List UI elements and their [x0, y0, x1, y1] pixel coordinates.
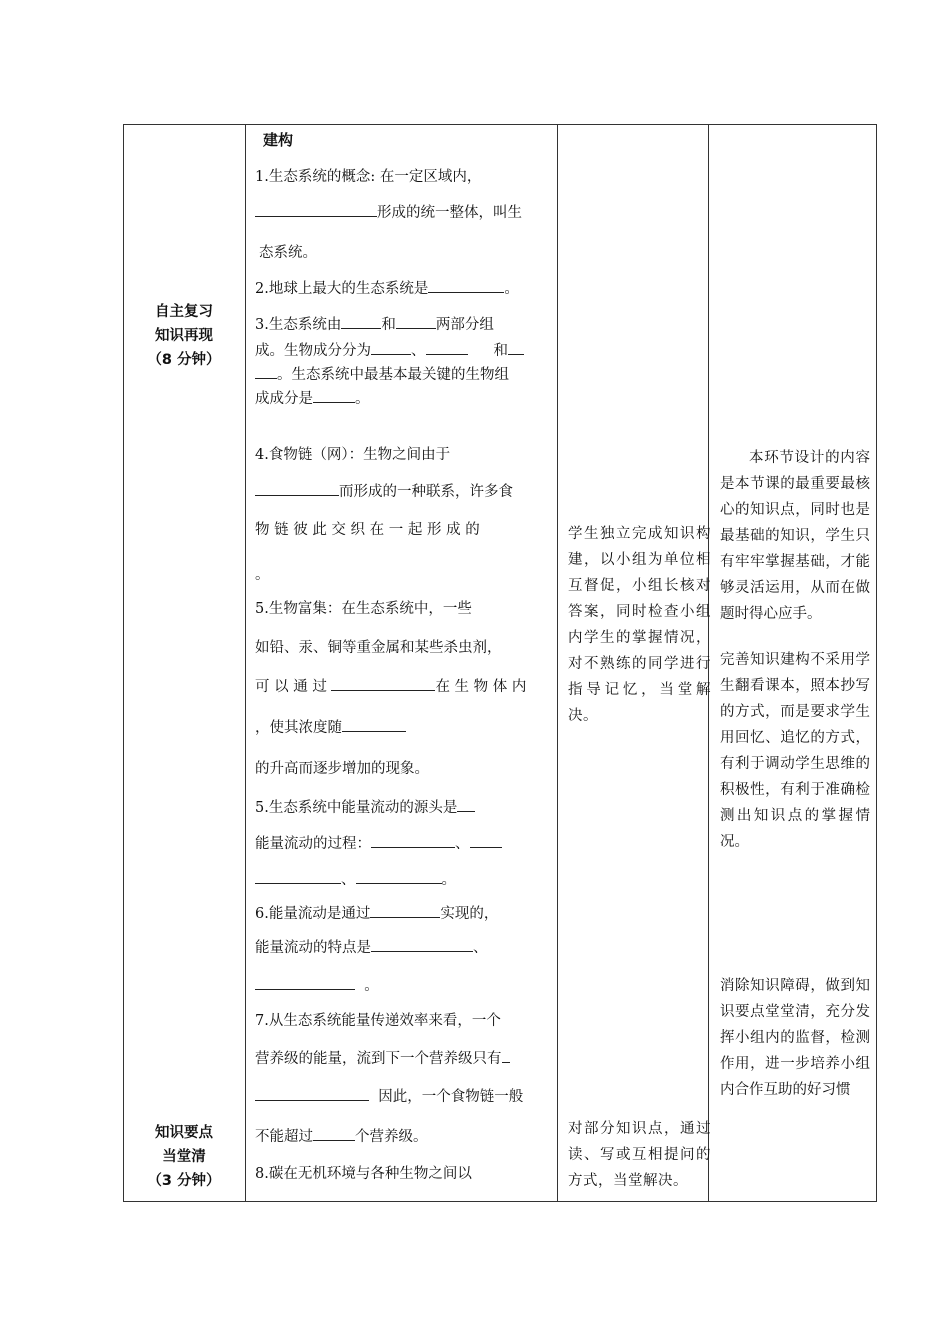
text: 个营养级。: [355, 1129, 428, 1145]
item-7-line3: [255, 974, 379, 995]
item-4: [255, 443, 450, 464]
stage-label-review: [124, 300, 244, 372]
text: 能量流动的过程：: [255, 836, 371, 852]
fill-blank: [342, 717, 406, 732]
item-1-line2: [255, 201, 522, 222]
text: 、: [341, 872, 356, 888]
fill-blank: [370, 903, 440, 918]
item-7-line2: [255, 936, 488, 957]
fill-blank: [255, 202, 377, 217]
fill-blank: [313, 1126, 355, 1141]
text: 2.地球上最大的生态系统是: [255, 281, 429, 297]
text: 。: [364, 978, 379, 994]
fill-blank: [356, 869, 442, 884]
text: 7.从生态系统能量传递效率来看，一个: [255, 1013, 501, 1029]
fill-blank: [457, 797, 475, 812]
item-9: [255, 1162, 472, 1183]
text: 两部分组: [435, 317, 494, 333]
fill-blank: [426, 340, 468, 355]
stage-line: 当堂清: [162, 1149, 206, 1165]
fill-blank: [371, 937, 473, 952]
student-activity-block-2: 对部分知识点，通过读、写或互相提问的方式，当堂解决。: [568, 1121, 711, 1189]
text: 因此，一个食物链一般: [378, 1089, 524, 1105]
text: 可 以 通 过: [255, 679, 327, 695]
item-3-line3: [255, 363, 509, 384]
text: 4.食物链（网）：生物之间由于: [255, 447, 451, 463]
fill-blank: [470, 833, 502, 848]
stage-line: 知识再现: [155, 328, 213, 344]
design-intent-block-3: 消除知识障碍，做到知识要点堂堂清，充分发挥小组内的监督，检测作用，进一步培养小组内合作互助的好习惯: [720, 978, 870, 1098]
text: 6.能量流动是通过: [255, 906, 371, 922]
text: 态系统。: [259, 245, 317, 261]
text: 、: [473, 940, 488, 956]
design-intent-block-2: 完善知识建构不采用学生翻看课本，照本抄写的方式，而是要求学生用回忆、追忆的方式，有利于调动学生思维的积极性，有利于准确检测出知识点的掌握情况。: [720, 652, 870, 850]
student-activity-block-1: 学生独立完成知识构建，以小组为单位相互督促，小组长核对答案，同时检查小组内学生的掌握情况，对不熟练的同学进行指导记忆，当堂解决。: [568, 526, 711, 724]
stage-line: 知识要点: [155, 1125, 213, 1141]
fill-blank: [428, 278, 504, 293]
fill-blank: [508, 340, 524, 355]
text: 。: [504, 281, 519, 297]
item-5: [255, 597, 472, 618]
text: 不能超过: [255, 1129, 313, 1145]
item-8-line4: [255, 1125, 428, 1146]
text: 物 链 彼 此 交 织 在 一 起 形 成 的: [255, 522, 480, 538]
text: 在 生 物 体 内: [435, 679, 527, 695]
text: 和: [381, 317, 396, 333]
fill-blank: [396, 314, 436, 329]
item-5-line3: [255, 675, 526, 696]
item-4-line4: [255, 563, 270, 584]
text: 5.生态系统中能量流动的源头是: [255, 800, 458, 816]
text: 成成分是: [255, 391, 313, 407]
item-1-line3: [259, 241, 317, 262]
item-1: [255, 165, 481, 186]
item-6-line2: [255, 832, 502, 853]
text: 5.生物富集：在生态系统中，一些: [255, 601, 472, 617]
content-title: 建构: [263, 131, 294, 149]
item-5-line5: [255, 757, 429, 778]
stage-line: 自主复习: [155, 304, 213, 320]
stage-line: （3 分钟）: [147, 1173, 221, 1189]
item-3: [255, 313, 494, 334]
item-2: [255, 277, 519, 298]
text: 。: [255, 567, 270, 583]
item-3-line2: [255, 339, 524, 360]
item-3-line4: [255, 387, 370, 408]
text: 、: [411, 343, 426, 359]
lesson-plan-table: [123, 124, 877, 1202]
text: 和: [493, 343, 508, 359]
item-5-line2: [255, 636, 502, 657]
item-4-line3: [255, 518, 480, 539]
text: 。: [355, 391, 370, 407]
text: ，使其浓度随: [255, 720, 342, 736]
item-8: [255, 1009, 501, 1030]
text: 如铅、汞、铜等重金属和某些杀虫剂，: [255, 640, 502, 656]
text: 。: [441, 872, 456, 888]
column-divider: [557, 125, 558, 1201]
text: 成。生物成分分为: [255, 343, 371, 359]
text: 3.生态系统由: [255, 317, 342, 333]
text: 而形成的一种联系，许多食: [339, 484, 513, 500]
text: 8.碳在无机环境与各种生物之间以: [255, 1166, 472, 1182]
item-7: [255, 902, 498, 923]
text: 营养级的能量，流到下一个营养级只有: [255, 1051, 502, 1067]
item-6: [255, 796, 475, 817]
fill-blank: [255, 481, 339, 496]
design-intent-block-1: 本环节设计的内容是本节课的最重要最核心的知识点，同时也是最基础的知识，学生只有牢牢掌握基础，才能够灵活运用，从而在做题时得心应手。: [720, 450, 870, 622]
text: 1.生态系统的概念: 在一定区域内，: [255, 169, 482, 185]
fill-blank: [371, 340, 411, 355]
stage-line: （8 分钟）: [147, 352, 221, 368]
text: 的升高而逐步增加的现象。: [255, 761, 429, 777]
text: 。生态系统中最基本最关键的生物组: [277, 367, 509, 383]
column-divider: [245, 125, 246, 1201]
text: 形成的统一整体，叫生: [377, 205, 522, 221]
text: 能量流动的特点是: [255, 940, 371, 956]
item-5-line4: [255, 716, 406, 737]
fill-blank: [331, 676, 435, 691]
item-6-line3: [255, 868, 456, 889]
fill-blank: [255, 364, 277, 379]
stage-label-key-points: [124, 1121, 244, 1193]
item-8-line3: [255, 1085, 523, 1106]
text: 实现的，: [440, 906, 499, 922]
fill-blank: [255, 975, 355, 990]
text: 、: [455, 836, 470, 852]
fill-blank: [255, 869, 341, 884]
item-8-line2: [255, 1047, 510, 1068]
fill-blank: [502, 1048, 510, 1063]
fill-blank: [255, 1086, 369, 1101]
item-4-line2: [255, 480, 513, 501]
fill-blank: [371, 833, 455, 848]
fill-blank: [341, 314, 381, 329]
fill-blank: [313, 388, 355, 403]
